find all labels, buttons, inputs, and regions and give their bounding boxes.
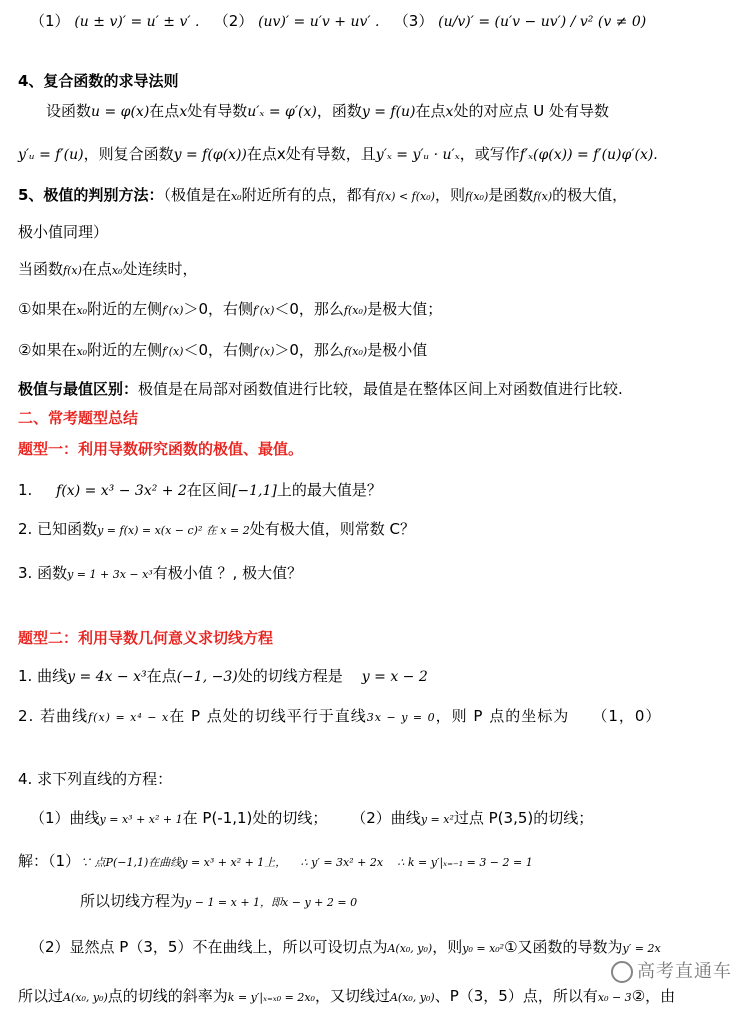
text: 处连续时， [122, 260, 198, 278]
math: x [445, 104, 454, 120]
text: 当函数 [18, 260, 64, 278]
rule3-number: （3） [393, 12, 434, 30]
text: ①又函数的导数为 [504, 938, 623, 956]
math: x₀ − 3 [597, 991, 632, 1004]
math: y = f(u) [361, 104, 416, 120]
text: ②如果在 [18, 341, 77, 359]
math: f(x) = x³ − 3x² + 2 [56, 483, 187, 499]
math: k = y′|ₓ₌ₓ₀ = 2x₀ [227, 991, 315, 1004]
math: f(x) [533, 190, 553, 203]
math: A(x₀, y₀) [63, 991, 108, 1004]
summary-heading: 二、常考题型总结 [18, 409, 139, 427]
text: 极值是在局部对函数值进行比较，最值是在整体区间上对函数值进行比较. [138, 380, 623, 398]
math: f′(x) [162, 345, 184, 358]
math: x₀ [111, 264, 123, 277]
section5-condition1 [18, 298, 442, 322]
text: 点的切线的斜率为 [107, 987, 228, 1005]
math: y = 1 + 3x − x³ [67, 568, 153, 581]
math: u = φ(x) [91, 104, 150, 120]
section4-paragraph2 [18, 143, 658, 166]
text: 在 P 点处的切线平行于直线 [169, 707, 367, 725]
section5-condition2 [18, 339, 427, 363]
text: （1）曲线 [30, 809, 100, 827]
math: y − 1 = x + 1，即x − y + 2 = 0 [185, 896, 358, 909]
text: ，函数 [316, 102, 362, 120]
text: 过点 P(3,5)的切线； [453, 809, 594, 827]
text: （2）显然点 P（3，5）不在曲线上，所以可设切点为 [30, 938, 388, 956]
type2-question1 [18, 665, 428, 688]
text: 、P（3，5）点，所以有 [434, 987, 598, 1005]
section5-paragraph3 [18, 258, 198, 282]
text: （极值是在 [163, 186, 231, 204]
type2-heading: 题型二：利用导数几何意义求切线方程 [18, 629, 274, 647]
watermark-text: 高考直通车 [637, 961, 732, 982]
rule2-number: （2） [213, 12, 254, 30]
text: 所以过 [18, 987, 64, 1005]
math: y = x − 2 [361, 669, 428, 685]
text: 附近所有的点，都有 [241, 186, 377, 204]
text: ＞0，右侧 [183, 300, 253, 318]
type1-question2 [18, 518, 415, 542]
solution-part2-line1 [30, 936, 661, 960]
text: 解：（1） [18, 852, 81, 870]
math: f(x) [63, 264, 82, 277]
text: 有极小值 ？, 极大值？ [152, 564, 303, 582]
math: y₀ = x₀² [462, 942, 505, 955]
text: 在点 [81, 260, 112, 278]
math: x₀ [230, 190, 242, 203]
math: f′(x) [253, 345, 275, 358]
math: y = f(x) = x(x − c)² 在 x = 2 [97, 524, 250, 537]
type1-question1 [18, 479, 382, 502]
math: y′ᵤ = f′(u) [18, 147, 84, 163]
math: 3x − y = 0 [366, 711, 436, 724]
text: 是函数 [488, 186, 534, 204]
text: 附近的左侧 [87, 300, 163, 318]
text: 3. 函数 [18, 564, 68, 582]
text: 1. 曲线 [18, 667, 68, 685]
rule1-number: （1） [30, 12, 70, 30]
math: x [179, 104, 188, 120]
text: 在 P(-1,1)处的切线； [182, 809, 328, 827]
solution-part2-line2 [18, 985, 675, 1009]
type2-question4: 4. 求下列直线的方程： [18, 770, 173, 788]
text: ＞0，那么 [274, 341, 344, 359]
derivative-rules-line [30, 10, 646, 33]
math: u′ₓ = φ′(x) [247, 104, 317, 120]
math: f(x₀) [464, 190, 489, 203]
math: f(x₀) [343, 304, 368, 317]
text: ，则复合函数 [83, 145, 174, 163]
watermark-logo-icon [611, 961, 633, 983]
text: 在点 [146, 667, 177, 685]
type2-question2 [18, 705, 661, 729]
section4-heading: 4、复合函数的求导法则 [18, 72, 179, 90]
text: 处有极大值，则常数 C？ [249, 520, 416, 538]
solution-part1-result [80, 890, 357, 914]
text: 在点 [415, 102, 446, 120]
type1-heading: 题型一：利用导数研究函数的极值、最值。 [18, 440, 304, 458]
text: 2. 已知函数 [18, 520, 98, 538]
math: y = x³ + x² + 1 [99, 813, 183, 826]
text: ，或写作 [459, 145, 520, 163]
text: 1. [18, 481, 33, 499]
math: (−1, −3) [176, 669, 238, 685]
rule3-formula: (u/v)′ = (u′v − uv′) / v² (v ≠ 0) [438, 14, 647, 30]
math: y = 4x − x³ [67, 669, 147, 685]
math: f(x₀) [343, 345, 368, 358]
text: ①如果在 [18, 300, 77, 318]
math: f(x) = x⁴ − x [88, 711, 170, 724]
text: ，又切线过 [314, 987, 390, 1005]
text: 在点x处有导数，且 [246, 145, 376, 163]
type2-question4-parts [30, 807, 593, 831]
text: 是极大值； [367, 300, 443, 318]
math: A(x₀, y₀) [387, 942, 433, 955]
math: f(x) < f(x₀) [376, 190, 435, 203]
text: ，则 P 点的坐标为 [435, 707, 570, 725]
answer: （1，0） [592, 707, 662, 725]
text: 处的对应点 U 处有导数 [453, 102, 609, 120]
solution-part1 [18, 850, 533, 874]
math: y′ₓ = y′ᵤ · u′ₓ [375, 147, 460, 163]
text: ＜0，那么 [274, 300, 344, 318]
math: [−1,1] [231, 483, 277, 499]
text: （2）曲线 [351, 809, 421, 827]
text: 所以切线方程为 [80, 892, 186, 910]
section5-paragraph1 [18, 184, 627, 208]
math: y = x² [420, 813, 454, 826]
math: f′(x) [162, 304, 184, 317]
math: ∵ 点P(−1,1)在曲线y = x³ + x² + 1上， [80, 856, 287, 869]
math: y = f(φ(x)) [173, 147, 247, 163]
text: 在点 [149, 102, 180, 120]
watermark [611, 957, 732, 983]
text: ＜0，右侧 [183, 341, 253, 359]
text: ，则 [434, 186, 465, 204]
text: 上的最大值是？ [276, 481, 382, 499]
math: ∴ y′ = 3x² + 2x [300, 856, 384, 869]
math: x₀ [76, 304, 88, 317]
type1-question3 [18, 562, 302, 586]
section4-paragraph1 [46, 100, 609, 123]
rule1-formula: (u ± v)′ = u′ ± v′ . [74, 14, 200, 30]
text: 2. 若曲线 [18, 707, 89, 725]
text: 是极小值 [367, 341, 428, 359]
text: ②，由 [631, 987, 676, 1005]
text: 在区间 [186, 481, 232, 499]
text: 的极大值， [552, 186, 628, 204]
text: 设函数 [46, 102, 92, 120]
extreme-vs-max-note [18, 378, 623, 400]
section5-paragraph2: 极小值同理） [18, 223, 109, 241]
text: 处有导数 [187, 102, 248, 120]
text: 附近的左侧 [87, 341, 163, 359]
math: f′ₓ(φ(x)) = f′(u)φ′(x). [519, 147, 658, 163]
section5-heading: 5、极值的判别方法： [18, 186, 164, 204]
math: y′ = 2x [622, 942, 661, 955]
math: f′(x) [253, 304, 275, 317]
rule2-formula: (uv)′ = u′v + uv′ . [258, 14, 380, 30]
text: ，则 [432, 938, 463, 956]
text: 处的切线方程是 [237, 667, 343, 685]
math: x₀ [76, 345, 88, 358]
math: A(x₀, y₀) [389, 991, 435, 1004]
math: ∴ k = y′|ₓ₌₋₁ = 3 − 2 = 1 [397, 856, 533, 869]
bold-label: 极值与最值区别： [18, 380, 139, 398]
